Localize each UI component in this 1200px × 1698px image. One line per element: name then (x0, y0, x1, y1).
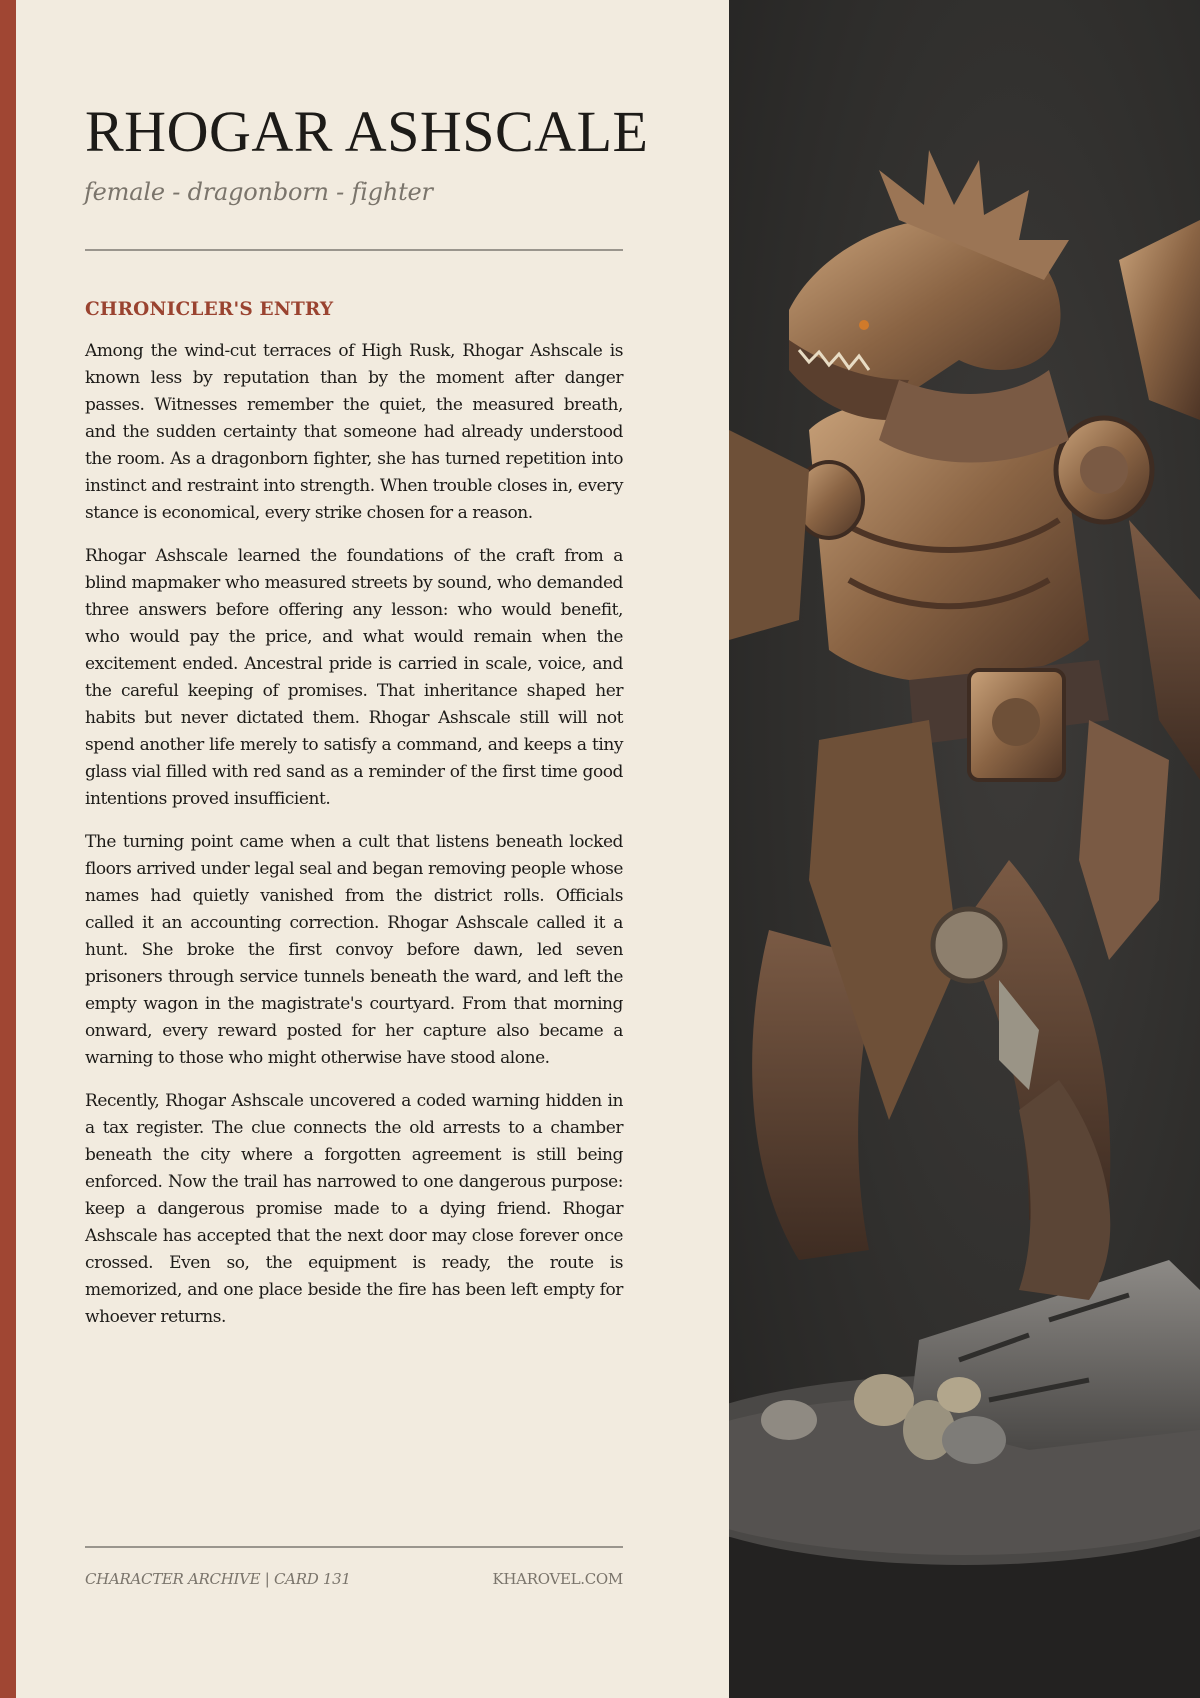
header-divider (85, 249, 623, 251)
story-paragraph-4: Recently, Rhogar Ashscale uncovered a coded warning hidden in a tax register. The clue connects the old arrests to a chamber beneath the city where a forgotten agreement is still being enforced. Now the trail has narrowed to one dangerous purpose: keep a dangerous promise made to a dying friend. Rhogar Ashscale has accepted that the next door may close forever once crossed. Even so, the equipment is ready, the route is memorized, and one place beside the fire has been left empty for whoever returns. (85, 1091, 623, 1327)
dragonborn-miniature-image (729, 0, 1200, 1698)
footer-archive-label: CHARACTER ARCHIVE | CARD 131 (85, 1570, 351, 1588)
character-illustration (729, 0, 1200, 1698)
story-paragraph-1: Among the wind-cut terraces of High Rusk, Rhogar Ashscale is known less by reputation than by the moment after danger passes. Witnesses remember the quiet, the measured breath, and the sudden certainty that someone had already understood the room. As a dragonborn fighter, she has turned repetition into instinct and restraint into strength. When trouble closes in, every stance is economical, every strike chosen for a reason. (85, 341, 623, 523)
footer-divider (85, 1546, 623, 1548)
footer-site: KHAROVEL.COM (492, 1570, 623, 1588)
story-paragraph-2: Rhogar Ashscale learned the foundations of the craft from a blind mapmaker who measured streets by sound, who demanded three answers before offering any lesson: who would benefit, who would pay the price, and what would remain when the excitement ended. Ancestral pride is carried in scale, voice, and the careful keeping of promises. That inheritance shaped her habits but never dictated them. Rhogar Ashscale still will not spend another life merely to satisfy a command, and keeps a tiny glass vial filled with red sand as a reminder of the first time good intentions proved insufficient. (85, 546, 623, 809)
story-paragraph-3: The turning point came when a cult that listens beneath locked floors arrived under legal seal and began removing people whose names had quietly vanished from the district rolls. Officials called it an accounting correction. Rhogar Ashscale called it a hunt. She broke the first convoy before dawn, led seven prisoners through service tunnels beneath the ward, and left the empty wagon in the magistrate's courtyard. From that morning onward, every reward posted for her capture also became a warning to those who might otherwise have stood alone. (85, 832, 623, 1068)
character-subtitle: female - dragonborn - fighter (84, 178, 433, 206)
section-heading: CHRONICLER'S ENTRY (85, 299, 334, 320)
story-body (85, 338, 623, 1347)
character-name: RHOGAR ASHSCALE (85, 99, 649, 164)
accent-bar (0, 0, 16, 1698)
